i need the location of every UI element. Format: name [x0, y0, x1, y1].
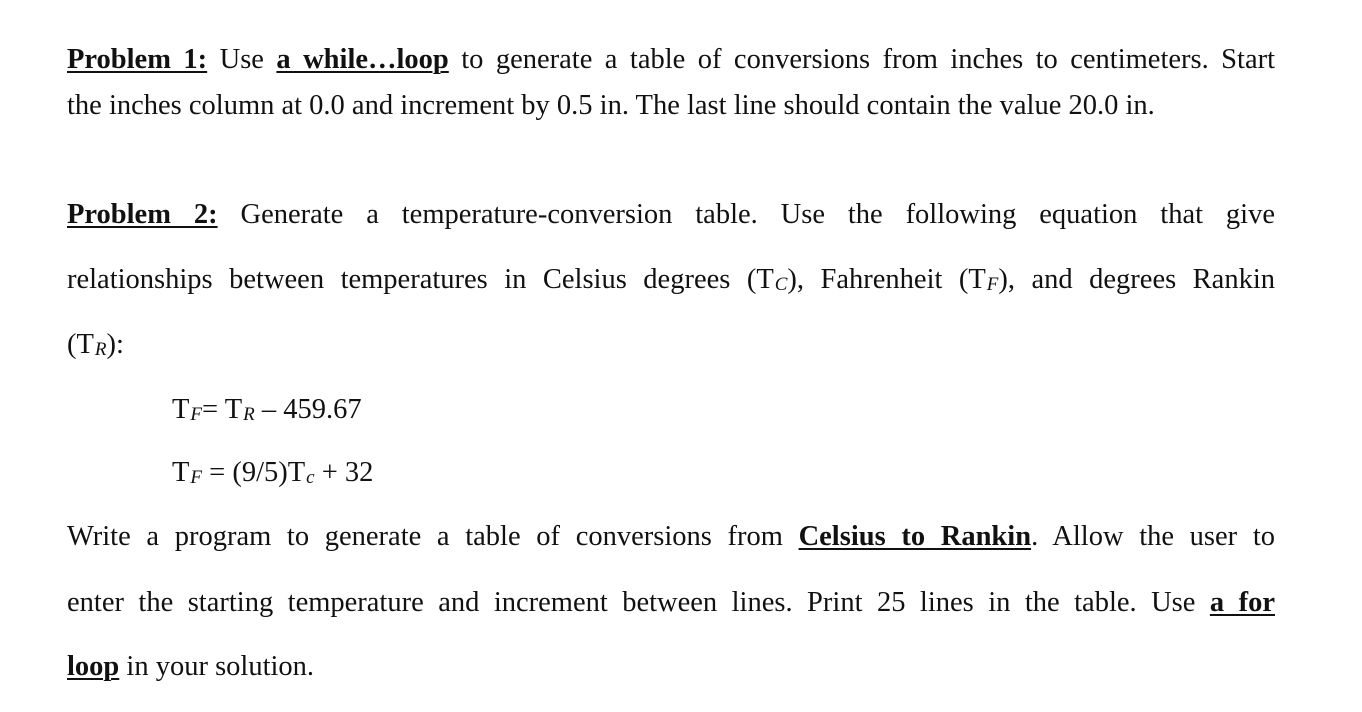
problem1-line2: the inches column at 0.0 and increment by 0.5 in. The last line should contain the value 20.0 in.	[67, 90, 1155, 121]
equation-1	[172, 396, 362, 425]
problem1-line1	[67, 46, 1275, 75]
problem2-body-line2	[67, 589, 1275, 618]
eq2-t: T	[172, 457, 190, 488]
eq2-sub-c: c	[306, 467, 315, 488]
body1-a: Write a program to generate a table of conversions from	[67, 521, 799, 552]
eq1-rest: – 459.67	[254, 394, 362, 425]
p2-l3-b: ):	[106, 329, 124, 360]
p2-sub-f: F	[986, 274, 999, 295]
problem2-heading: Problem 2:	[67, 199, 218, 230]
problem1-text	[220, 44, 1275, 75]
eq1-sub-f: F	[190, 404, 203, 425]
p2-l2-a: relationships between temperatures in Celsius degrees (T	[67, 264, 774, 295]
p2-sub-r: R	[94, 339, 107, 360]
problem2-body-line3	[67, 653, 314, 682]
body1-c: . Allow the user to	[1031, 521, 1275, 552]
p2-sub-c: C	[774, 274, 788, 295]
p2-l3-a: (T	[67, 329, 94, 360]
eq2-mid: = (9/5)T	[202, 457, 306, 488]
loop-emphasis: loop	[67, 651, 120, 682]
problem2-intro: Generate a temperature-conversion table. Use the following equation that give	[240, 199, 1275, 230]
problem1-heading: Problem 1:	[67, 44, 208, 75]
problem1-text-c: to generate a table of conversions from inches to centimeters. Start	[448, 44, 1276, 75]
problem1-text-a: Use	[219, 44, 277, 75]
eq1-t: T	[172, 394, 190, 425]
problem2-line2	[67, 266, 1275, 295]
eq1-mid: = T	[202, 394, 243, 425]
body3-b: in your solution.	[119, 651, 315, 682]
problem2-line1	[67, 201, 1275, 230]
problem2-line3	[67, 331, 124, 360]
problem2-body-line1	[67, 523, 1275, 552]
body2-a: enter the starting temperature and increment between lines. Print 25 lines in the table. Use	[67, 587, 1210, 618]
equation-2	[172, 459, 373, 488]
p2-l2-b: ), Fahrenheit (T	[787, 264, 986, 295]
eq1-sub-r: R	[243, 404, 255, 425]
p2-l2-c: ), and degrees Rankin	[998, 264, 1275, 295]
while-loop-emphasis: a while…loop	[276, 44, 449, 75]
for-loop-emphasis: a for	[1209, 587, 1275, 618]
celsius-to-rankin-emphasis: Celsius to Rankin	[798, 521, 1032, 552]
eq2-sub-f: F	[190, 467, 203, 488]
eq2-rest: + 32	[314, 457, 374, 488]
